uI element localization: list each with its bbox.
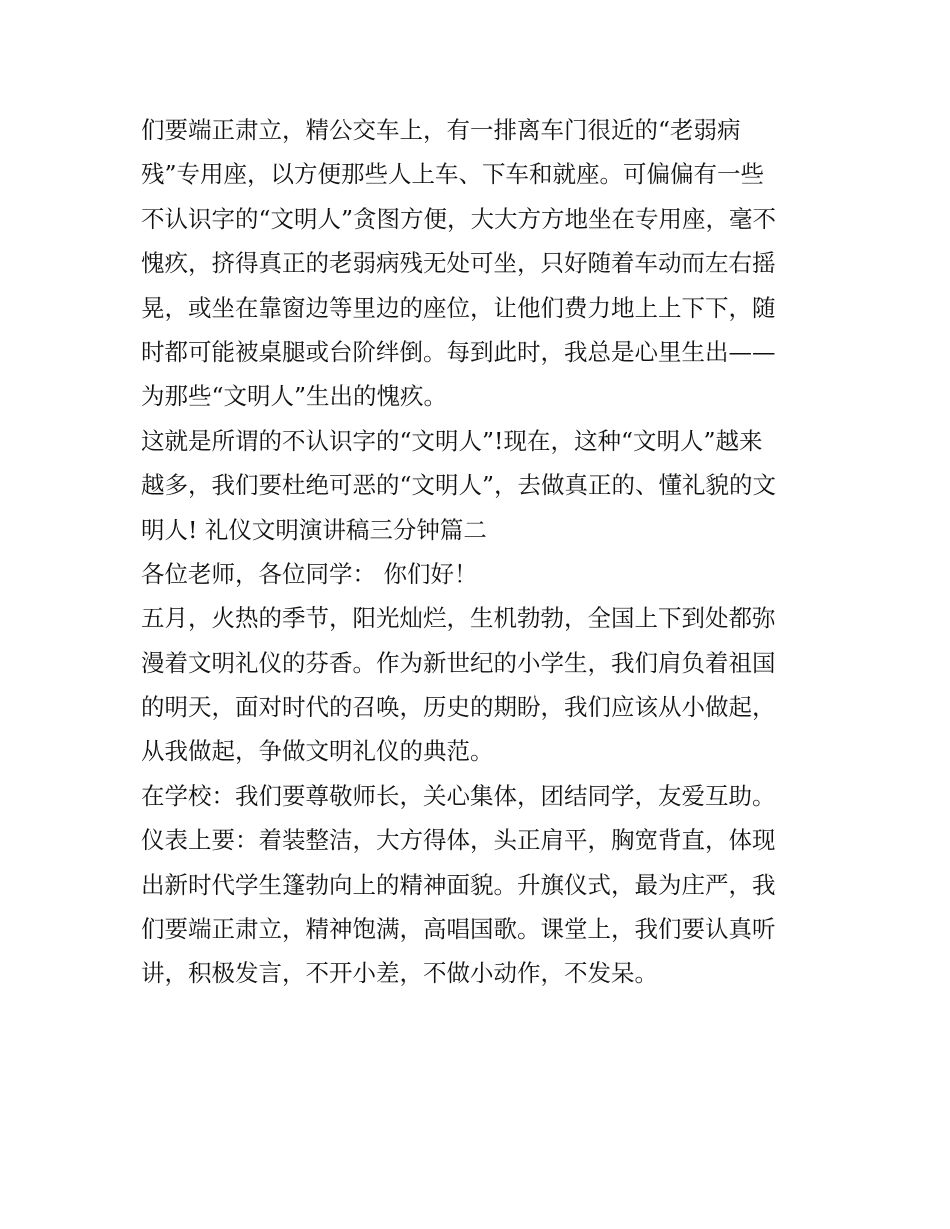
text-line: 仪表上要：着装整洁，大方得体，头正肩平，胸宽背直，体现	[141, 826, 776, 855]
body-text	[141, 108, 821, 996]
text-line: 五月，火热的季节，阳光灿烂，生机勃勃，全国上下到处都弥	[141, 604, 776, 633]
greeting-line: 各位老师，各位同学： 你们好！	[141, 559, 478, 588]
text-line: 时都可能被桌腿或台阶绊倒。每到此时，我总是心里生出——	[141, 337, 776, 366]
text-line: 愧疚，挤得真正的老弱病残无处可坐，只好随着车动而左右摇	[141, 249, 776, 278]
text-line: 讲，积极发言，不开小差，不做小动作，不发呆。	[141, 959, 658, 988]
text-line: 越多，我们要杜绝可恶的“文明人”，去做真正的、懂礼貌的文	[141, 471, 777, 500]
text-line: 残”专用座，以方便那些人上车、下车和就座。可偏偏有一些	[141, 160, 765, 189]
section-heading-line: 明人! 礼仪文明演讲稿三分钟篇二	[141, 515, 487, 544]
text-line: 们要端正肃立，精神饱满，高唱国歌。课堂上，我们要认真听	[141, 915, 776, 944]
text-line: 从我做起，争做文明礼仪的典范。	[141, 737, 494, 766]
text-line: 晃，或坐在靠窗边等里边的座位，让他们费力地上上下下，随	[141, 293, 776, 322]
text-line: 为那些“文明人”生出的愧疚。	[141, 382, 448, 411]
text-line: 们要端正肃立，精公交车上，有一排离车门很近的“老弱病	[141, 116, 741, 144]
text-line: 在学校：我们要尊敬师长，关心集体，团结同学，友爱互助。	[141, 781, 776, 810]
text-line: 出新时代学生篷勃向上的精神面貌。升旗仪式，最为庄严，我	[141, 870, 776, 899]
text-line: 这就是所谓的不认识字的“文明人”!现在，这种“文明人”越来	[141, 426, 763, 455]
text-line: 漫着文明礼仪的芬香。作为新世纪的小学生，我们肩负着祖国	[141, 648, 776, 677]
text-line: 的明天，面对时代的召唤，历史的期盼，我们应该从小做起，	[141, 693, 776, 722]
text-line: 不认识字的“文明人”贪图方便，大大方方地坐在专用座，毫不	[141, 204, 777, 233]
